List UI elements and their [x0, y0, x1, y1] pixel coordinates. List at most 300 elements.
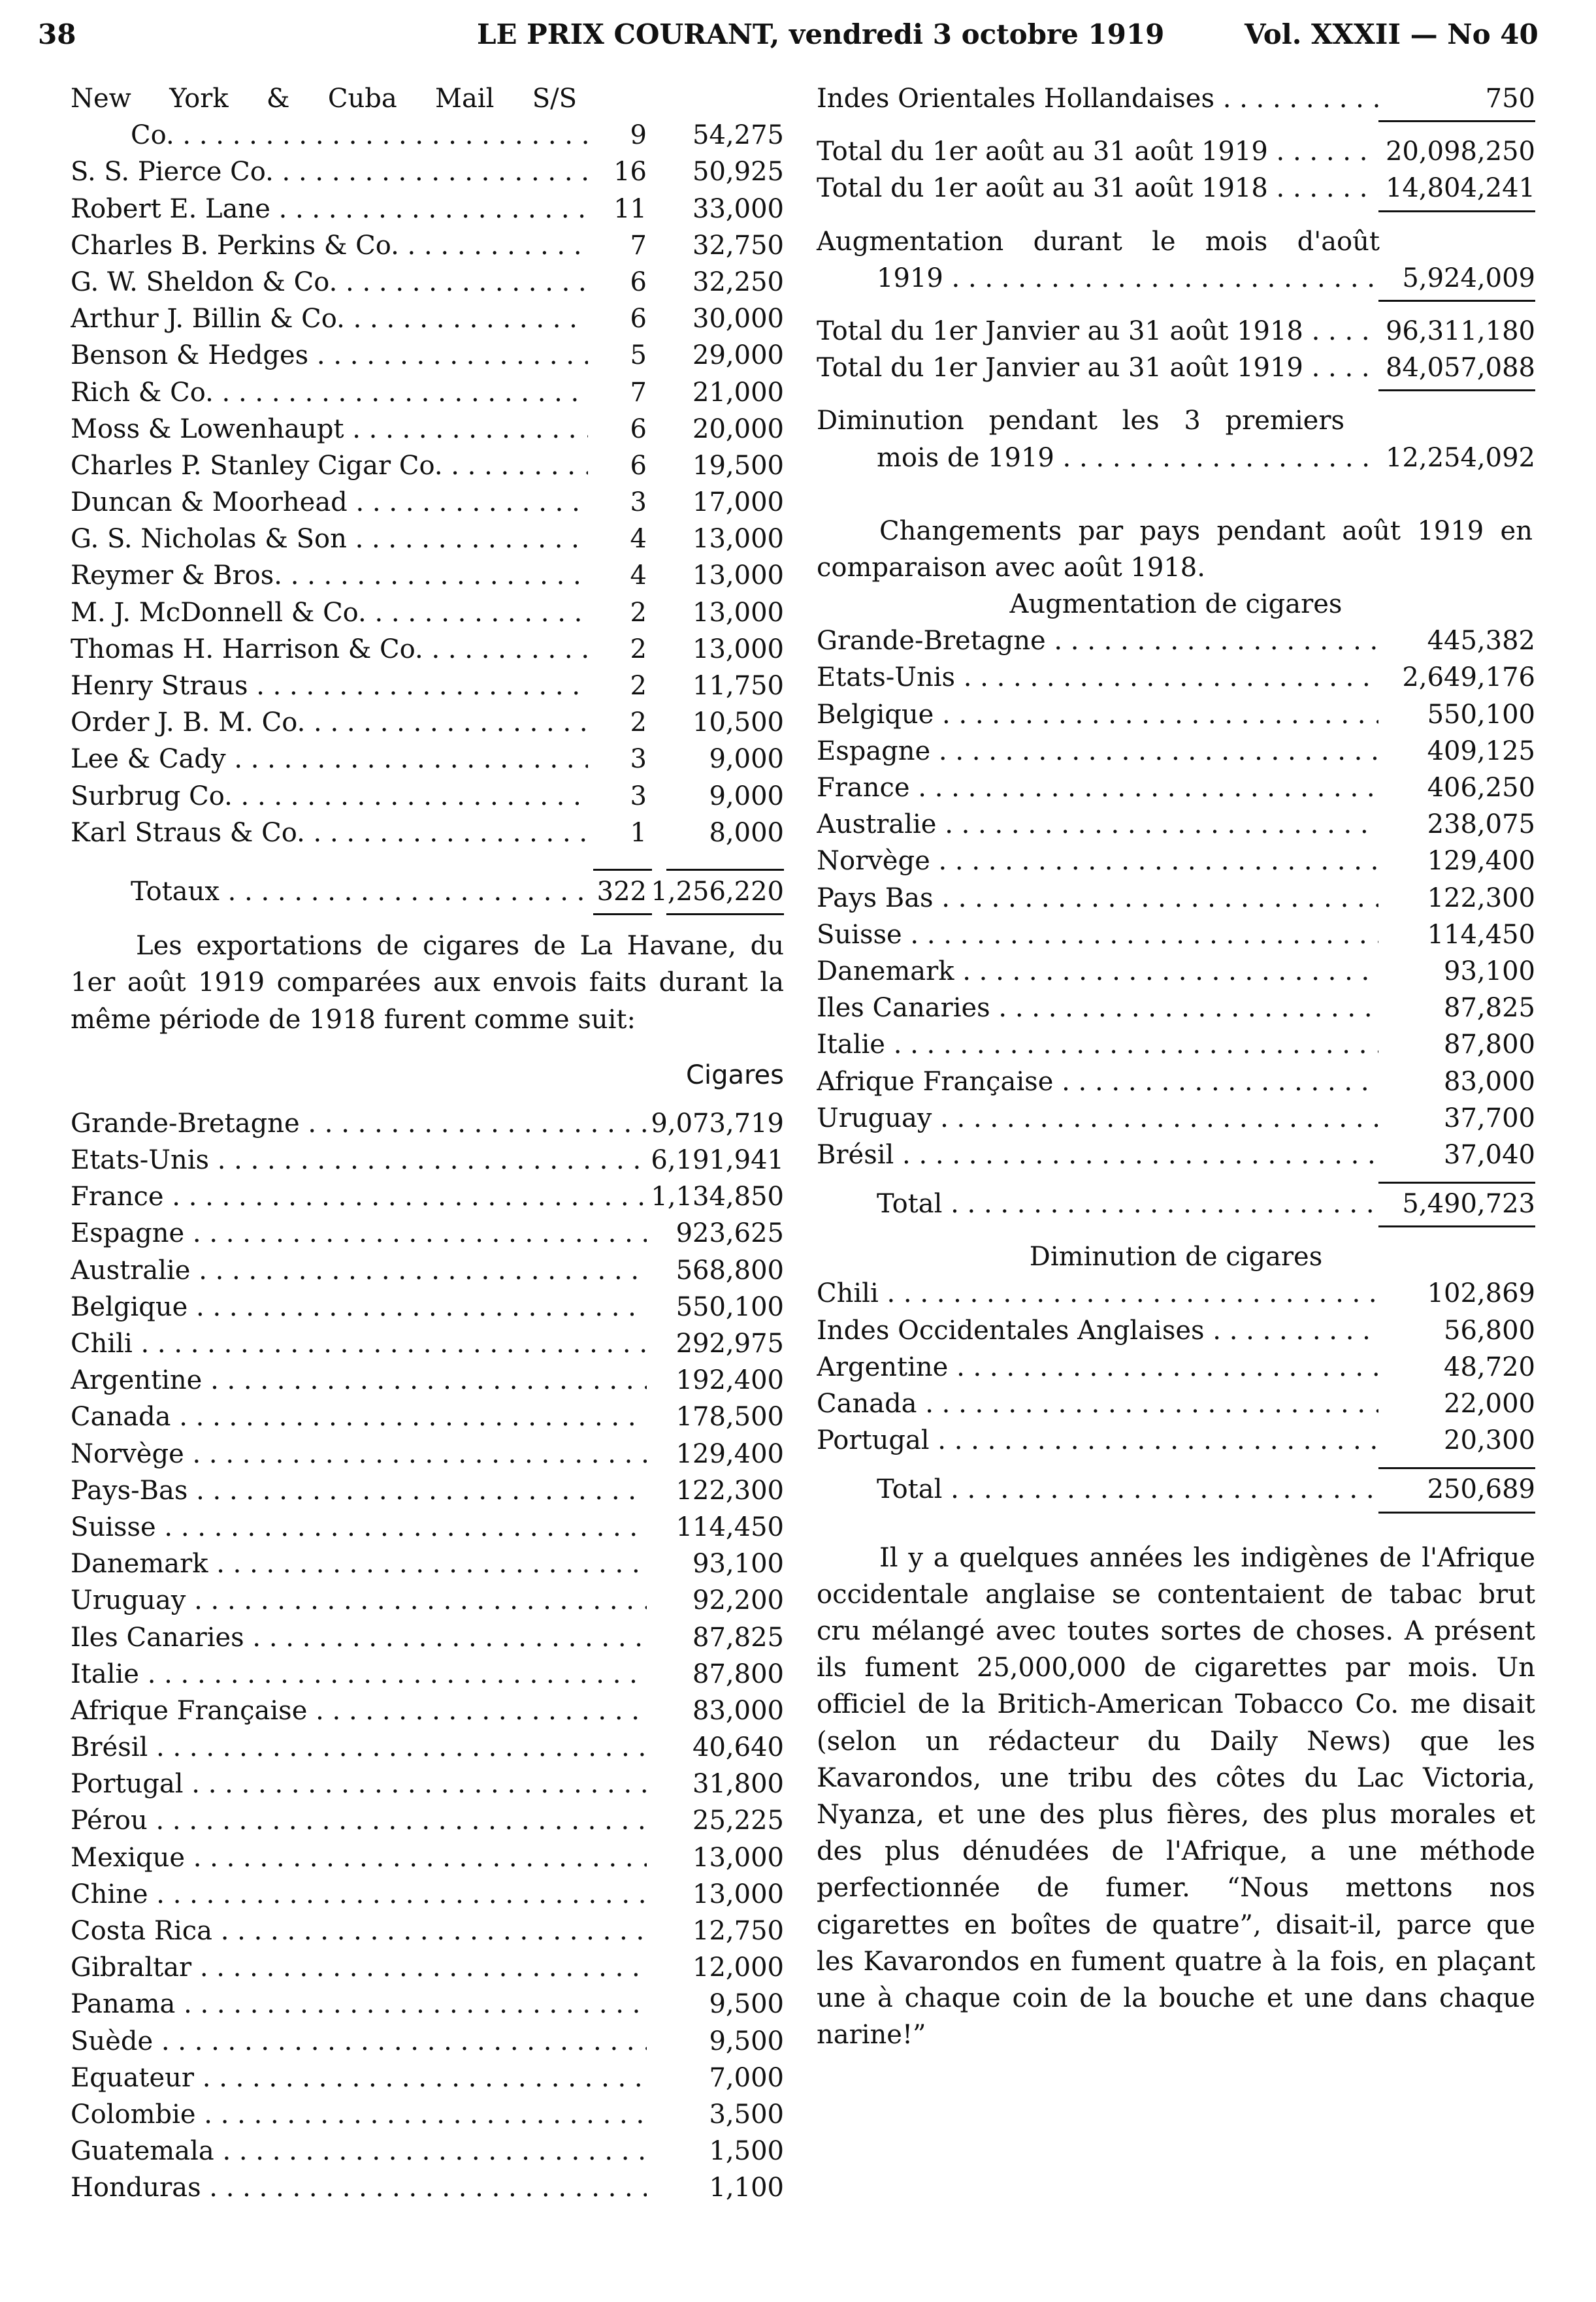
table-row: [817, 1278, 1535, 1315]
row-label: Portugal . . .: [71, 1769, 647, 1799]
row-label: Pérou . . .: [71, 1806, 647, 1836]
word: premiers: [1225, 406, 1344, 436]
row-value: 9,000: [709, 781, 784, 811]
row-count: 6: [630, 450, 647, 481]
row-value: 40,640: [692, 1732, 784, 1763]
row-value: 9,073,719: [651, 1108, 784, 1139]
row-label: Rich & Co. . . .: [71, 378, 588, 408]
table-row: [71, 1806, 784, 1842]
row-value: 5,490,723: [1402, 1189, 1535, 1220]
word: mois: [1205, 226, 1268, 257]
row-count: 3: [630, 744, 647, 775]
row-value: 9,000: [709, 744, 784, 775]
exports-intro: Les exportations de cigares de La Havane, du 1er août 1919 comparées aux envois faits durant la même période de 1918 furent comme suit:: [71, 931, 784, 1035]
row-value: 21,000: [692, 377, 784, 408]
table-row: [71, 487, 784, 524]
row-value: 12,254,092: [1385, 442, 1535, 473]
row-value: 37,040: [1444, 1139, 1535, 1170]
row-value: 17,000: [692, 487, 784, 518]
row-count: 11: [613, 193, 647, 224]
row-label: Chine . . .: [71, 1879, 647, 1909]
word: en: [1500, 515, 1533, 546]
table-row: [71, 231, 784, 267]
row-value: 19,500: [692, 450, 784, 481]
row-label: Mexique . . .: [71, 1843, 647, 1873]
table-row: [817, 956, 1535, 993]
row-label: Danemark . . .: [71, 1549, 647, 1579]
row-label: Iles Canaries . . .: [71, 1623, 647, 1653]
row-value: 87,825: [692, 1622, 784, 1653]
row-value: 50,925: [692, 157, 784, 187]
row-label: Equateur . . .: [71, 2063, 647, 2093]
table-row: [71, 1549, 784, 1585]
row-label: Honduras . . .: [71, 2173, 647, 2203]
table-row: [71, 1585, 784, 1622]
augmentation-heading: [817, 589, 1535, 626]
row-label: Charles B. Perkins & Co. . . .: [71, 231, 588, 261]
row-value: 13,000: [692, 1879, 784, 1909]
row-label: Brésil . . .: [817, 1140, 1378, 1170]
table-row: [71, 120, 784, 157]
row-label: Arthur J. Billin & Co. . . .: [71, 304, 588, 334]
row-label: Karl Straus & Co. . . .: [71, 818, 588, 848]
table-row: [817, 1316, 1535, 1352]
row-value: 87,800: [692, 1659, 784, 1689]
row-count: 9: [630, 120, 647, 151]
row-label: Total . . .: [877, 1474, 1378, 1504]
table-row: [817, 883, 1535, 920]
row-value: 31,800: [692, 1769, 784, 1800]
word: Diminution: [817, 406, 964, 436]
word: durant: [1033, 226, 1122, 257]
row-value: 102,869: [1427, 1278, 1535, 1309]
row-value: 406,250: [1427, 773, 1535, 803]
table-row: [71, 414, 784, 451]
row-value: 292,975: [676, 1329, 784, 1359]
row-value: 1,500: [709, 2136, 784, 2167]
row-label: Argentine . . .: [817, 1352, 1378, 1382]
left-column: [71, 84, 784, 2210]
table-row: [71, 1843, 784, 1879]
word: Changements: [879, 515, 1062, 546]
changes-intro-line1: [817, 516, 1535, 553]
table-row: [817, 662, 1535, 699]
row-label: Moss & Lowenhaupt . . .: [71, 414, 588, 444]
total-aout-1918-row: [817, 173, 1535, 210]
row-value: 923,625: [676, 1218, 784, 1249]
table-row: [71, 818, 784, 854]
row-label: Grande-Bretagne . . .: [817, 626, 1378, 656]
table-row: [817, 1389, 1535, 1425]
row-label: G. S. Nicholas & Son . . .: [71, 524, 588, 554]
table-row: [71, 1365, 784, 1402]
table-row: [71, 304, 784, 340]
table-row: [71, 1989, 784, 2026]
row-count: 7: [630, 230, 647, 261]
row-value: 12,000: [692, 1953, 784, 1983]
row-label: Pays Bas . . .: [817, 883, 1378, 913]
row-label: Uruguay . . .: [71, 1585, 647, 1615]
table-row: [71, 194, 784, 231]
cigares-header: Cigares: [686, 1060, 784, 1090]
row-label: Costa Rica . . .: [71, 1916, 647, 1946]
table-row: [71, 1732, 784, 1769]
row-value: 9,500: [709, 2026, 784, 2056]
word: les: [1122, 406, 1160, 436]
row-label: Charles P. Stanley Cigar Co. . . .: [71, 451, 588, 481]
row-label: Order J. B. M. Co. . . .: [71, 707, 588, 738]
table-row: [817, 1425, 1535, 1462]
row-label: Uruguay . . .: [817, 1103, 1378, 1133]
row-label: Norvège . . .: [71, 1439, 647, 1469]
row-label: Brésil . . .: [71, 1732, 647, 1762]
augmentation-line1: [817, 227, 1535, 263]
table-row: [71, 2136, 784, 2173]
changes-intro-line2: [817, 553, 1535, 589]
row-value: 56,800: [1444, 1315, 1535, 1346]
table-row: [817, 1029, 1535, 1066]
table-row: [71, 1623, 784, 1659]
row-value: 83,000: [1444, 1066, 1535, 1097]
row-value: 129,400: [1427, 846, 1535, 877]
row-value: 1,100: [709, 2173, 784, 2203]
total-jan-1919-row: [817, 353, 1535, 389]
row-label: Total du 1er Janvier au 31 août 1919 . . .: [817, 353, 1378, 383]
row-label: France . . .: [71, 1182, 647, 1212]
row-label: Reymer & Bros. . . .: [71, 560, 588, 591]
row-label: Thomas H. Harrison & Co. . . .: [71, 634, 588, 664]
row-label: Suisse . . .: [71, 1512, 647, 1542]
table-row: [71, 451, 784, 487]
row-value: 22,000: [1444, 1389, 1535, 1419]
row-label: Espagne . . .: [71, 1218, 647, 1248]
table-row: [71, 267, 784, 304]
total-label: Totaux . . .: [131, 877, 588, 907]
row-value: 6,191,941: [651, 1145, 784, 1176]
row-value: 568,800: [676, 1255, 784, 1286]
word: par: [1078, 515, 1124, 546]
table-row: [71, 2063, 784, 2099]
row-label: Indes Orientales Hollandaises . . .: [817, 84, 1378, 114]
row-value: 409,125: [1427, 736, 1535, 766]
page-title: LE PRIX COURANT, vendredi 3 octobre 1919: [477, 18, 1165, 50]
word: New: [71, 84, 131, 114]
row-value: 9,500: [709, 1989, 784, 2020]
row-value: 550,100: [676, 1291, 784, 1322]
total-count: 322: [596, 876, 647, 907]
row-label: Suisse . . .: [817, 920, 1378, 950]
row-label: Australie . . .: [71, 1256, 647, 1286]
row-value: 84,057,088: [1385, 353, 1535, 383]
table-row: [817, 1352, 1535, 1389]
row-value: 238,075: [1427, 809, 1535, 840]
table-row: [71, 1292, 784, 1329]
row-label: Guatemala . . .: [71, 2136, 647, 2166]
word: 3: [1184, 406, 1201, 436]
row-value: 48,720: [1444, 1352, 1535, 1382]
row-label: Benson & Hedges . . .: [71, 340, 588, 370]
row-count: 2: [630, 707, 647, 738]
article-paragraph: Il y a quelques années les indigènes de l'Afrique occidentale anglaise se contentaient de tabac brut cru mélangé avec toutes sortes de choses. A présent ils fument 25,000,000 de cigarettes par mois. Un officiel de la Britich-American Tobacco Co. me disait (selon un rédacteur du Daily News) que les Kavarondos, une tribu des côtes du Lac Victoria, Nyanza, et une des plus fières, des plus morales et des plus dénudées de l'Afrique, a une méthode perfectionnée de fumer. “Nous mettons nos cigarettes en boîtes de quatre”, disait-il, parce que les Kavarondos en fument quatre à la fois, en plaçant une à chaque coin de la bouche et une dans chaque narine!”: [817, 1542, 1535, 2051]
row-label: Belgique . . .: [817, 700, 1378, 730]
table-row: [71, 1916, 784, 1953]
row-label: France . . .: [817, 773, 1378, 803]
row-count: 5: [630, 340, 647, 371]
row-value: 178,500: [676, 1402, 784, 1433]
row-label: Iles Canaries . . .: [817, 993, 1378, 1023]
table-row: [71, 157, 784, 193]
section-heading: Diminution de cigares: [1029, 1242, 1323, 1273]
word: S/S: [532, 84, 577, 114]
row-label: mois de 1919 . . .: [817, 443, 1378, 473]
row-label: Panama . . .: [71, 1989, 647, 2019]
diminution-heading: [817, 1242, 1535, 1278]
row-count: 2: [630, 597, 647, 628]
row-label: Etats-Unis . . .: [817, 662, 1378, 692]
row-value: 13,000: [692, 597, 784, 628]
word: Mail: [434, 84, 495, 114]
diminution-line2: [817, 443, 1535, 479]
row-label: Grande-Bretagne . . .: [71, 1109, 647, 1139]
intro-text: comparaison avec août 1918.: [817, 552, 1205, 583]
table-row: [71, 1879, 784, 1916]
importer-total-row: [71, 877, 784, 913]
total-aout-1919-row: [817, 137, 1535, 173]
row-label: Afrique Française . . .: [817, 1067, 1378, 1097]
table-row: [71, 1256, 784, 1292]
table-row: [71, 1218, 784, 1255]
importer-first-line: [71, 84, 577, 120]
row-label: Canada . . .: [817, 1389, 1378, 1419]
row-value: 11,750: [692, 671, 784, 701]
table-row: [71, 707, 784, 744]
table-row: [71, 1953, 784, 1989]
row-value: 5,924,009: [1402, 263, 1535, 293]
row-value: 250,689: [1427, 1474, 1535, 1505]
word: pendant: [988, 406, 1098, 436]
row-value: 13,000: [692, 634, 784, 664]
row-count: 2: [630, 671, 647, 701]
row-label: Indes Occidentales Anglaises . . .: [817, 1316, 1378, 1346]
row-label: Canada . . .: [71, 1402, 647, 1432]
table-row: [71, 634, 784, 671]
row-label: Portugal . . .: [817, 1425, 1378, 1455]
row-label: G. W. Sheldon & Co. . . .: [71, 267, 588, 297]
row-value: 92,200: [692, 1585, 784, 1616]
word: 1919: [1417, 515, 1484, 546]
row-value: 12,750: [692, 1916, 784, 1947]
row-count: 2: [630, 634, 647, 664]
row-count: 16: [613, 157, 647, 187]
row-count: 4: [630, 560, 647, 591]
row-value: 87,800: [1444, 1029, 1535, 1060]
table-row: [71, 2099, 784, 2136]
row-label: Chili . . .: [817, 1278, 1378, 1308]
row-label: Duncan & Moorhead . . .: [71, 487, 588, 517]
table-row: [817, 846, 1535, 883]
section-heading: Augmentation de cigares: [1009, 589, 1343, 620]
row-label: Total . . .: [877, 1189, 1378, 1219]
table-row: [817, 736, 1535, 773]
row-label: Norvège . . .: [817, 846, 1378, 876]
row-value: 30,000: [692, 304, 784, 334]
row-label: Australie . . .: [817, 809, 1378, 839]
word: Cuba: [327, 84, 397, 114]
row-value: 83,000: [692, 1695, 784, 1726]
table-row: [71, 1109, 784, 1145]
table-row: [71, 1659, 784, 1696]
table-row: [71, 1512, 784, 1549]
row-label: Surbrug Co. . . .: [71, 781, 588, 811]
table-row: [817, 626, 1535, 662]
table-row: [817, 1103, 1535, 1140]
row-label: Belgique . . .: [71, 1292, 647, 1322]
row-label: Colombie . . .: [71, 2099, 647, 2130]
row-value: 13,000: [692, 524, 784, 555]
table-row: [71, 744, 784, 781]
diminution-list: [817, 1278, 1535, 1462]
row-value: 33,000: [692, 193, 784, 224]
table-row: [71, 1402, 784, 1438]
table-row: [71, 340, 784, 377]
row-label: Lee & Cady . . .: [71, 744, 588, 774]
row-value: 25,225: [692, 1806, 784, 1836]
table-row: [817, 809, 1535, 846]
importer-list: [71, 120, 784, 854]
row-value: 32,750: [692, 230, 784, 261]
table-row: [817, 700, 1535, 736]
row-count: 3: [630, 781, 647, 811]
exports-header-row: [71, 1060, 784, 1097]
row-label: M. J. McDonnell & Co. . . .: [71, 598, 588, 628]
table-row: [71, 2026, 784, 2063]
row-value: 54,275: [692, 120, 784, 151]
row-value: 7,000: [709, 2062, 784, 2093]
row-count: 4: [630, 524, 647, 555]
row-label: Pays-Bas . . .: [71, 1476, 647, 1506]
row-label: Gibraltar . . .: [71, 1953, 647, 1983]
row-value: 93,100: [692, 1549, 784, 1580]
augmentation-line2: [817, 263, 1535, 300]
diminution-total-row: [817, 1474, 1535, 1511]
row-value: 93,100: [1444, 956, 1535, 986]
row-value: 129,400: [676, 1438, 784, 1469]
row-value: 1,134,850: [651, 1182, 784, 1212]
table-row: [71, 671, 784, 707]
right-column: [817, 84, 1535, 2053]
row-label: Italie . . .: [817, 1029, 1378, 1060]
row-count: 6: [630, 413, 647, 444]
row-value: 122,300: [676, 1475, 784, 1506]
row-label: Espagne . . .: [817, 736, 1378, 766]
row-label: Total du 1er août au 31 août 1919 . . .: [817, 137, 1378, 167]
word: août: [1342, 515, 1401, 546]
row-value: 13,000: [692, 560, 784, 591]
total-jan-1918-row: [817, 316, 1535, 353]
table-row: [71, 1439, 784, 1476]
row-value: 8,000: [709, 817, 784, 848]
table-row: [71, 1329, 784, 1365]
augmentation-list: [817, 626, 1535, 1176]
word: d'août: [1297, 226, 1380, 257]
row-value: 3,500: [709, 2099, 784, 2130]
table-row: [71, 1145, 784, 1182]
word: pays: [1139, 515, 1201, 546]
table-row: [817, 920, 1535, 956]
row-value: 87,825: [1444, 993, 1535, 1024]
row-label: Danemark . . .: [817, 956, 1378, 986]
table-row: [71, 781, 784, 818]
row-label: Total du 1er Janvier au 31 août 1918 . . .: [817, 316, 1378, 346]
row-label: Afrique Française . . .: [71, 1696, 647, 1726]
volume-number: Vol. XXXII — No 40: [1245, 18, 1539, 50]
row-value: 14,804,241: [1385, 173, 1535, 204]
row-value: 20,000: [692, 413, 784, 444]
word: York: [169, 84, 229, 114]
row-label: Etats-Unis . . .: [71, 1145, 647, 1175]
row-value: 37,700: [1444, 1103, 1535, 1133]
row-value: 192,400: [676, 1365, 784, 1396]
word: le: [1152, 226, 1176, 257]
row-value: 2,649,176: [1402, 662, 1535, 693]
word: pendant: [1216, 515, 1326, 546]
page-number: 38: [38, 18, 76, 50]
table-row: [817, 1067, 1535, 1103]
word: Augmentation: [817, 226, 1004, 257]
augmentation-total-row: [817, 1189, 1535, 1225]
table-row: [71, 1182, 784, 1218]
table-row: [817, 773, 1535, 809]
table-row: [71, 524, 784, 560]
total-value: 1,256,220: [651, 876, 784, 907]
row-value: 20,300: [1444, 1425, 1535, 1456]
word: &: [266, 84, 290, 114]
row-label: Argentine . . .: [71, 1365, 647, 1395]
row-value: 96,311,180: [1385, 316, 1535, 346]
table-row: [71, 2173, 784, 2209]
row-value: 20,098,250: [1385, 137, 1535, 167]
row-value: 13,000: [692, 1842, 784, 1873]
row-label: 1919 . . .: [817, 263, 1378, 293]
table-row: [71, 1696, 784, 1732]
row-value: 114,450: [1427, 919, 1535, 950]
table-row: [817, 1140, 1535, 1176]
table-row: [71, 560, 784, 597]
row-count: 6: [630, 267, 647, 297]
row-label: S. S. Pierce Co. . . .: [71, 157, 588, 187]
row-value: 550,100: [1427, 699, 1535, 730]
indes-orientales-row: [817, 84, 1535, 120]
table-row: [71, 1769, 784, 1806]
diminution-line1: [817, 406, 1535, 442]
row-count: 3: [630, 487, 647, 518]
table-row: [817, 993, 1535, 1029]
row-value: 29,000: [692, 340, 784, 371]
table-row: [71, 1476, 784, 1512]
table-row: [71, 598, 784, 634]
row-label: Co. . . .: [131, 120, 588, 150]
row-label: Italie . . .: [71, 1659, 647, 1689]
row-value: 445,382: [1427, 626, 1535, 657]
row-label: Suède . . .: [71, 2026, 647, 2056]
row-count: 6: [630, 304, 647, 334]
row-value: 10,500: [692, 707, 784, 738]
row-label: Robert E. Lane . . .: [71, 194, 588, 224]
row-value: 114,450: [676, 1512, 784, 1542]
row-count: 7: [630, 377, 647, 408]
row-value: 122,300: [1427, 883, 1535, 913]
row-value: 750: [1485, 84, 1535, 114]
